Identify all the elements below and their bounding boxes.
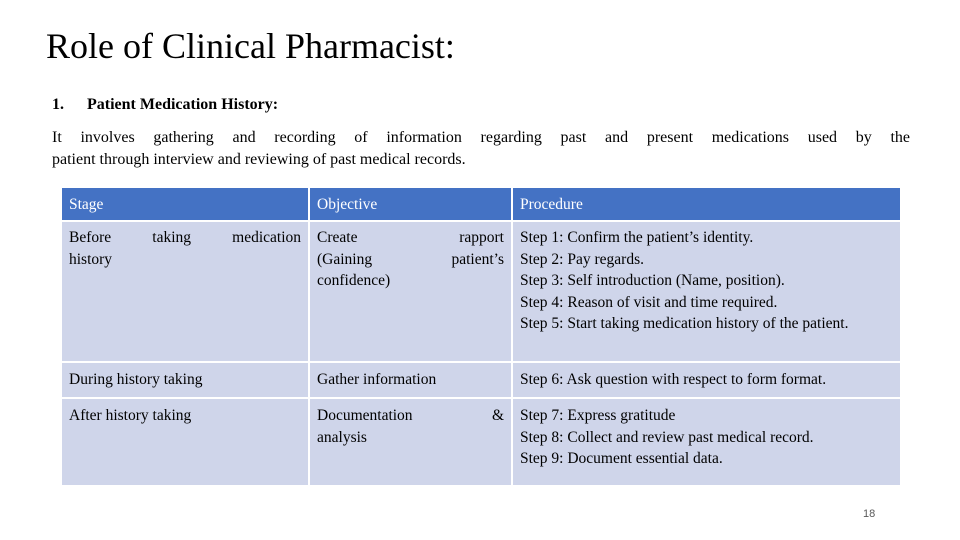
objective-line: (Gaining patient’s (317, 250, 504, 268)
procedure-step: Step 3: Self introduction (Name, position). (520, 272, 785, 289)
objective-word: Documentation (317, 407, 413, 424)
stage-cell (61, 221, 309, 362)
procedure-step: Step 7: Express gratitude (520, 407, 676, 424)
stage-cell: During history taking (61, 362, 309, 398)
table-header-row (61, 187, 901, 221)
objective-cell (309, 398, 512, 486)
section-number: 1. (52, 96, 64, 113)
procedure-cell (512, 398, 901, 486)
procedure-step: Step 2: Pay regards. (520, 250, 644, 268)
header-objective: Objective (309, 187, 512, 221)
slide-title: Role of Clinical Pharmacist: (46, 26, 455, 66)
stage-cell: After history taking (61, 398, 309, 486)
procedure-cell (512, 221, 901, 362)
procedure-step: Step 4: Reason of visit and time required. (520, 293, 778, 311)
procedure-step: Step 1: Confirm the patient’s identity. (520, 229, 754, 246)
objective-line: Create rapport (317, 229, 504, 246)
objective-cell: Gather information (309, 362, 512, 398)
stage-line: Before taking medication (69, 229, 301, 246)
page-number: 18 (863, 508, 876, 520)
intro-paragraph (52, 127, 910, 171)
procedure-step: Step 9: Document essential data. (520, 450, 723, 467)
header-stage: Stage (61, 187, 309, 221)
section-title: Patient Medication History: (87, 96, 279, 113)
objective-line (317, 405, 504, 427)
intro-line-1: It involves gathering and recording of information regarding past and present medications used by the (52, 129, 910, 146)
procedure-cell (512, 362, 901, 398)
objective-cell (309, 221, 512, 362)
objective-word: & (491, 407, 504, 424)
table-row (61, 398, 901, 486)
section-heading (52, 94, 278, 116)
procedure-step: Step 5: Start taking medication history of the patient. (520, 315, 849, 332)
procedure-step: Step 6: Ask question with respect to form format. (520, 371, 827, 388)
medication-history-table (60, 186, 902, 487)
stage-line: history (69, 250, 113, 268)
table-row (61, 221, 901, 362)
header-procedure: Procedure (512, 187, 901, 221)
objective-line: confidence) (317, 272, 391, 289)
intro-line-2: patient through interview and reviewing of past medical records. (52, 151, 466, 168)
objective-line: analysis (317, 428, 367, 446)
procedure-step: Step 8: Collect and review past medical record. (520, 428, 814, 446)
table-row (61, 362, 901, 398)
